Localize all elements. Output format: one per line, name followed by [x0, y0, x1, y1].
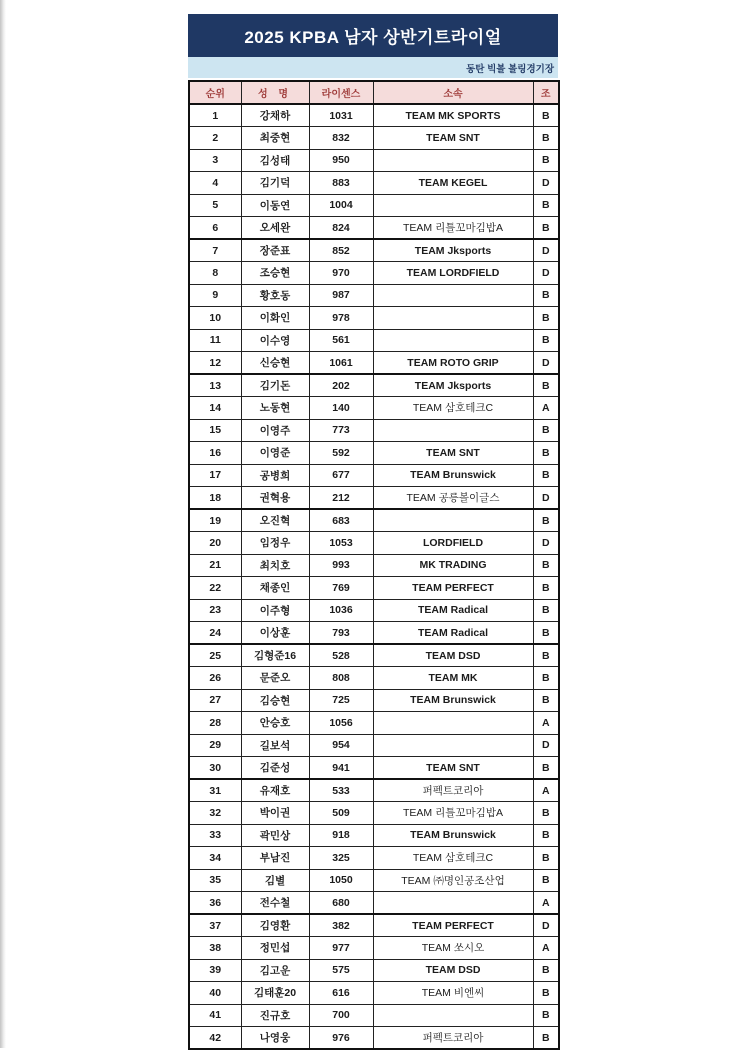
cell-license: 950 — [309, 149, 373, 172]
cell-rank: 29 — [189, 734, 241, 757]
cell-license: 1036 — [309, 599, 373, 622]
cell-team — [373, 734, 533, 757]
cell-name: 이상훈 — [241, 622, 309, 645]
roster-table — [188, 80, 560, 1050]
table-row — [189, 307, 559, 330]
cell-license: 970 — [309, 262, 373, 285]
cell-group: B — [533, 217, 559, 240]
cell-rank: 31 — [189, 779, 241, 802]
cell-team: TEAM 리틀꼬마김밥A — [373, 802, 533, 825]
cell-license: 1053 — [309, 532, 373, 555]
cell-team: TEAM MK — [373, 667, 533, 690]
title-bar — [188, 14, 558, 57]
cell-group: B — [533, 824, 559, 847]
cell-rank: 1 — [189, 104, 241, 127]
table-row — [189, 757, 559, 780]
cell-group: D — [533, 172, 559, 195]
cell-license: 793 — [309, 622, 373, 645]
table-row — [189, 217, 559, 240]
cell-group: B — [533, 689, 559, 712]
cell-name: 김기덕 — [241, 172, 309, 195]
cell-team: TEAM 비엔씨 — [373, 982, 533, 1005]
cell-name: 황호동 — [241, 284, 309, 307]
cell-team: TEAM Brunswick — [373, 464, 533, 487]
cell-rank: 28 — [189, 712, 241, 735]
cell-rank: 15 — [189, 419, 241, 442]
cell-team: LORDFIELD — [373, 532, 533, 555]
venue-bar — [188, 57, 558, 78]
table-row — [189, 239, 559, 262]
cell-group: B — [533, 667, 559, 690]
cell-license: 140 — [309, 397, 373, 420]
table-row — [189, 622, 559, 645]
cell-team — [373, 509, 533, 532]
cell-name: 조승현 — [241, 262, 309, 285]
cell-group: B — [533, 442, 559, 465]
cell-license: 680 — [309, 892, 373, 915]
cell-rank: 7 — [189, 239, 241, 262]
cell-rank: 21 — [189, 554, 241, 577]
cell-group: B — [533, 509, 559, 532]
cell-license: 533 — [309, 779, 373, 802]
cell-team: TEAM 공릉볼이글스 — [373, 487, 533, 510]
cell-team: TEAM PERFECT — [373, 577, 533, 600]
table-row — [189, 779, 559, 802]
cell-team: TEAM Brunswick — [373, 824, 533, 847]
cell-group: B — [533, 869, 559, 892]
cell-name: 최치호 — [241, 554, 309, 577]
table-row — [189, 712, 559, 735]
cell-name: 임정우 — [241, 532, 309, 555]
cell-license: 852 — [309, 239, 373, 262]
cell-team: TEAM 리틀꼬마김밥A — [373, 217, 533, 240]
cell-rank: 10 — [189, 307, 241, 330]
table-row — [189, 734, 559, 757]
cell-license: 202 — [309, 374, 373, 397]
cell-license: 1050 — [309, 869, 373, 892]
cell-license: 528 — [309, 644, 373, 667]
cell-group: B — [533, 127, 559, 150]
cell-license: 941 — [309, 757, 373, 780]
cell-team — [373, 284, 533, 307]
cell-license: 978 — [309, 307, 373, 330]
cell-team: TEAM SNT — [373, 127, 533, 150]
table-row — [189, 374, 559, 397]
table-row — [189, 577, 559, 600]
cell-license: 1004 — [309, 194, 373, 217]
cell-name: 김형준16 — [241, 644, 309, 667]
cell-name: 권혁용 — [241, 487, 309, 510]
cell-group: D — [533, 352, 559, 375]
cell-license: 987 — [309, 284, 373, 307]
col-header-team: 소속 — [373, 81, 533, 104]
cell-rank: 12 — [189, 352, 241, 375]
cell-team: TEAM DSD — [373, 644, 533, 667]
cell-rank: 30 — [189, 757, 241, 780]
cell-group: B — [533, 149, 559, 172]
cell-group: D — [533, 914, 559, 937]
cell-rank: 25 — [189, 644, 241, 667]
cell-name: 이영주 — [241, 419, 309, 442]
cell-license: 382 — [309, 914, 373, 937]
cell-team: TEAM MK SPORTS — [373, 104, 533, 127]
table-row — [189, 464, 559, 487]
cell-group: B — [533, 329, 559, 352]
table-row — [189, 127, 559, 150]
cell-name: 장준표 — [241, 239, 309, 262]
cell-license: 616 — [309, 982, 373, 1005]
cell-group: B — [533, 307, 559, 330]
cell-license: 677 — [309, 464, 373, 487]
cell-license: 725 — [309, 689, 373, 712]
cell-license: 832 — [309, 127, 373, 150]
cell-license: 592 — [309, 442, 373, 465]
cell-rank: 38 — [189, 937, 241, 960]
cell-group: B — [533, 982, 559, 1005]
cell-rank: 5 — [189, 194, 241, 217]
cell-rank: 2 — [189, 127, 241, 150]
cell-license: 683 — [309, 509, 373, 532]
table-row — [189, 892, 559, 915]
cell-rank: 37 — [189, 914, 241, 937]
cell-group: A — [533, 779, 559, 802]
cell-license: 700 — [309, 1004, 373, 1027]
cell-team — [373, 892, 533, 915]
cell-group: B — [533, 464, 559, 487]
cell-rank: 6 — [189, 217, 241, 240]
cell-rank: 41 — [189, 1004, 241, 1027]
cell-name: 김성태 — [241, 149, 309, 172]
cell-rank: 9 — [189, 284, 241, 307]
table-row — [189, 1027, 559, 1050]
cell-team: TEAM Radical — [373, 599, 533, 622]
table-row — [189, 149, 559, 172]
table-row — [189, 847, 559, 870]
cell-name: 이수영 — [241, 329, 309, 352]
table-row — [189, 442, 559, 465]
cell-team: 퍼펙트코리아 — [373, 779, 533, 802]
cell-rank: 26 — [189, 667, 241, 690]
cell-group: A — [533, 397, 559, 420]
cell-team — [373, 149, 533, 172]
cell-name: 전수철 — [241, 892, 309, 915]
cell-name: 정민섭 — [241, 937, 309, 960]
table-row — [189, 959, 559, 982]
cell-team: TEAM SNT — [373, 757, 533, 780]
table-row — [189, 262, 559, 285]
table-row — [189, 667, 559, 690]
cell-team: TEAM SNT — [373, 442, 533, 465]
table-row — [189, 509, 559, 532]
table-row — [189, 982, 559, 1005]
table-row — [189, 104, 559, 127]
cell-license: 212 — [309, 487, 373, 510]
cell-team — [373, 1004, 533, 1027]
cell-group: B — [533, 104, 559, 127]
cell-license: 561 — [309, 329, 373, 352]
cell-license: 824 — [309, 217, 373, 240]
cell-name: 유재호 — [241, 779, 309, 802]
cell-name: 채종인 — [241, 577, 309, 600]
cell-rank: 22 — [189, 577, 241, 600]
cell-rank: 14 — [189, 397, 241, 420]
cell-group: D — [533, 239, 559, 262]
cell-rank: 42 — [189, 1027, 241, 1050]
cell-rank: 4 — [189, 172, 241, 195]
table-row — [189, 914, 559, 937]
cell-team: 퍼펙트코리아 — [373, 1027, 533, 1050]
cell-name: 강채하 — [241, 104, 309, 127]
cell-license: 325 — [309, 847, 373, 870]
cell-rank: 11 — [189, 329, 241, 352]
cell-license: 808 — [309, 667, 373, 690]
roster-sheet — [188, 14, 558, 1050]
cell-rank: 3 — [189, 149, 241, 172]
cell-team: TEAM 쏘시오 — [373, 937, 533, 960]
cell-team: TEAM Radical — [373, 622, 533, 645]
cell-license: 918 — [309, 824, 373, 847]
cell-group: D — [533, 487, 559, 510]
cell-name: 김준성 — [241, 757, 309, 780]
table-row — [189, 329, 559, 352]
table-row — [189, 194, 559, 217]
col-header-rank: 순위 — [189, 81, 241, 104]
cell-team: MK TRADING — [373, 554, 533, 577]
cell-group: B — [533, 1027, 559, 1050]
cell-name: 노동현 — [241, 397, 309, 420]
table-row — [189, 937, 559, 960]
cell-name: 길보석 — [241, 734, 309, 757]
cell-group: B — [533, 802, 559, 825]
cell-group: B — [533, 622, 559, 645]
cell-group: B — [533, 959, 559, 982]
cell-group: A — [533, 892, 559, 915]
col-header-group: 조 — [533, 81, 559, 104]
cell-group: A — [533, 712, 559, 735]
cell-rank: 20 — [189, 532, 241, 555]
table-row — [189, 284, 559, 307]
cell-group: D — [533, 532, 559, 555]
cell-team — [373, 194, 533, 217]
cell-name: 부남진 — [241, 847, 309, 870]
cell-group: B — [533, 194, 559, 217]
cell-name: 이화인 — [241, 307, 309, 330]
cell-rank: 19 — [189, 509, 241, 532]
page-edge-shadow — [0, 0, 6, 1048]
venue-label: 동탄 빅볼 볼링경기장 — [466, 63, 554, 75]
cell-group: D — [533, 734, 559, 757]
table-row — [189, 599, 559, 622]
cell-rank: 39 — [189, 959, 241, 982]
cell-team — [373, 329, 533, 352]
cell-license: 1031 — [309, 104, 373, 127]
cell-team: TEAM Brunswick — [373, 689, 533, 712]
table-row — [189, 1004, 559, 1027]
page-title: 2025 KPBA 남자 상반기트라이얼 — [244, 28, 502, 47]
cell-rank: 40 — [189, 982, 241, 1005]
cell-name: 오세완 — [241, 217, 309, 240]
cell-group: D — [533, 262, 559, 285]
cell-license: 1056 — [309, 712, 373, 735]
cell-rank: 17 — [189, 464, 241, 487]
cell-rank: 33 — [189, 824, 241, 847]
cell-name: 나영웅 — [241, 1027, 309, 1050]
cell-group: B — [533, 599, 559, 622]
cell-name: 곽민상 — [241, 824, 309, 847]
cell-name: 진규호 — [241, 1004, 309, 1027]
cell-group: B — [533, 374, 559, 397]
cell-rank: 34 — [189, 847, 241, 870]
cell-name: 문준오 — [241, 667, 309, 690]
table-row — [189, 824, 559, 847]
table-row — [189, 172, 559, 195]
col-header-name: 성 명 — [241, 81, 309, 104]
cell-rank: 32 — [189, 802, 241, 825]
cell-name: 이동연 — [241, 194, 309, 217]
cell-team: TEAM Jksports — [373, 374, 533, 397]
table-header-row — [189, 81, 559, 104]
cell-rank: 18 — [189, 487, 241, 510]
cell-license: 977 — [309, 937, 373, 960]
cell-name: 이주형 — [241, 599, 309, 622]
cell-rank: 16 — [189, 442, 241, 465]
cell-license: 773 — [309, 419, 373, 442]
cell-group: B — [533, 847, 559, 870]
cell-group: B — [533, 577, 559, 600]
cell-group: B — [533, 757, 559, 780]
table-row — [189, 419, 559, 442]
cell-name: 김승현 — [241, 689, 309, 712]
cell-name: 안승호 — [241, 712, 309, 735]
cell-license: 769 — [309, 577, 373, 600]
cell-team: TEAM DSD — [373, 959, 533, 982]
table-row — [189, 397, 559, 420]
cell-group: B — [533, 644, 559, 667]
cell-team: TEAM LORDFIELD — [373, 262, 533, 285]
cell-name: 김태훈20 — [241, 982, 309, 1005]
cell-rank: 35 — [189, 869, 241, 892]
cell-team: TEAM 삼호테크C — [373, 847, 533, 870]
cell-name: 김별 — [241, 869, 309, 892]
cell-team: TEAM Jksports — [373, 239, 533, 262]
cell-license: 575 — [309, 959, 373, 982]
cell-team: TEAM 삼호테크C — [373, 397, 533, 420]
cell-license: 976 — [309, 1027, 373, 1050]
col-header-license: 라이센스 — [309, 81, 373, 104]
cell-team: TEAM KEGEL — [373, 172, 533, 195]
cell-team — [373, 307, 533, 330]
cell-rank: 13 — [189, 374, 241, 397]
cell-group: B — [533, 284, 559, 307]
cell-rank: 27 — [189, 689, 241, 712]
cell-rank: 36 — [189, 892, 241, 915]
table-row — [189, 802, 559, 825]
cell-name: 공병희 — [241, 464, 309, 487]
table-row — [189, 352, 559, 375]
cell-name: 김기돈 — [241, 374, 309, 397]
table-row — [189, 869, 559, 892]
cell-rank: 24 — [189, 622, 241, 645]
cell-team — [373, 712, 533, 735]
cell-team: TEAM ㈜명인공조산업 — [373, 869, 533, 892]
cell-name: 박이권 — [241, 802, 309, 825]
cell-rank: 23 — [189, 599, 241, 622]
cell-license: 993 — [309, 554, 373, 577]
cell-name: 오진혁 — [241, 509, 309, 532]
cell-team: TEAM PERFECT — [373, 914, 533, 937]
cell-name: 신승현 — [241, 352, 309, 375]
cell-group: A — [533, 937, 559, 960]
cell-license: 883 — [309, 172, 373, 195]
table-row — [189, 487, 559, 510]
table-row — [189, 554, 559, 577]
cell-rank: 8 — [189, 262, 241, 285]
cell-license: 1061 — [309, 352, 373, 375]
cell-license: 509 — [309, 802, 373, 825]
cell-name: 김영환 — [241, 914, 309, 937]
cell-group: B — [533, 419, 559, 442]
cell-group: B — [533, 1004, 559, 1027]
cell-name: 최중현 — [241, 127, 309, 150]
table-row — [189, 644, 559, 667]
cell-name: 이영준 — [241, 442, 309, 465]
cell-team: TEAM ROTO GRIP — [373, 352, 533, 375]
table-row — [189, 532, 559, 555]
cell-team — [373, 419, 533, 442]
cell-group: B — [533, 554, 559, 577]
cell-name: 김고운 — [241, 959, 309, 982]
cell-license: 954 — [309, 734, 373, 757]
table-row — [189, 689, 559, 712]
